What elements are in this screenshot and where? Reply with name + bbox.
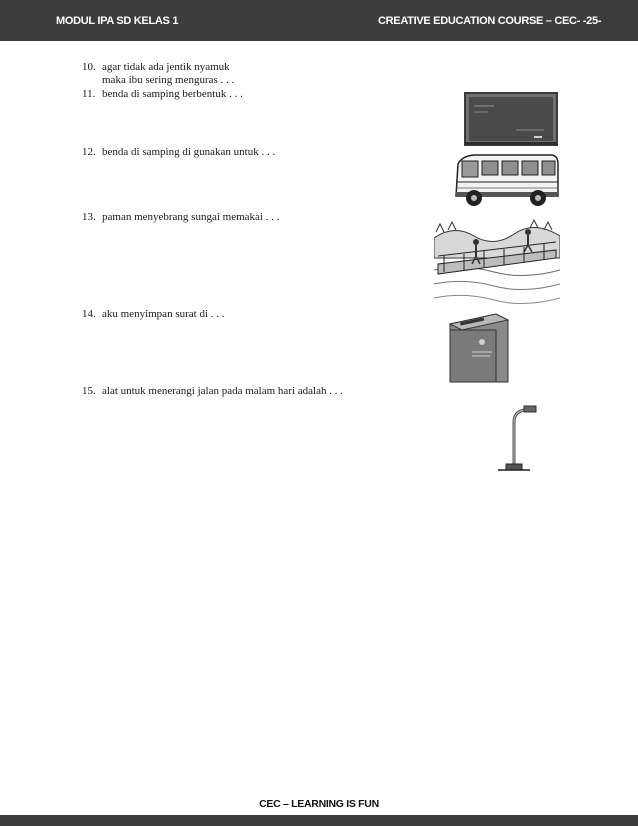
module-title: MODUL IPA SD KELAS 1: [56, 15, 179, 27]
question-text: benda di samping berbentuk . . .: [102, 88, 243, 100]
footer-tagline: CEC – LEARNING IS FUN: [259, 798, 379, 810]
question-number: 14.: [82, 308, 96, 320]
question-12: [82, 146, 275, 159]
question-number: 12.: [82, 146, 96, 158]
question-text: aku menyimpan surat di . . .: [102, 308, 225, 320]
bus-icon: [452, 152, 562, 210]
street-lamp-icon: [494, 404, 538, 474]
question-number: 10.: [82, 61, 96, 73]
question-11: [82, 88, 243, 101]
question-text: benda di samping di gunakan untuk . . .: [102, 146, 276, 158]
blackboard-icon: [464, 92, 558, 146]
question-number: 15.: [82, 385, 96, 397]
bridge-icon: [434, 214, 560, 306]
header-bar: [0, 0, 638, 41]
question-text-continued: maka ibu sering menguras . . .: [102, 74, 235, 86]
course-title: CREATIVE EDUCATION COURSE – CEC- -25-: [378, 15, 602, 27]
question-number: 13.: [82, 211, 96, 223]
question-text: paman menyebrang sungai memakai . . .: [102, 211, 280, 223]
question-13: [82, 211, 279, 224]
mailbox-icon: [448, 312, 510, 384]
question-15: [82, 385, 343, 398]
footer-bar: [0, 815, 638, 826]
question-text: alat untuk menerangi jalan pada malam hari adalah . . .: [102, 385, 343, 397]
question-10: [82, 61, 234, 87]
question-number: 11.: [82, 88, 96, 100]
question-14: [82, 308, 225, 321]
question-text: agar tidak ada jentik nyamuk: [102, 61, 230, 73]
